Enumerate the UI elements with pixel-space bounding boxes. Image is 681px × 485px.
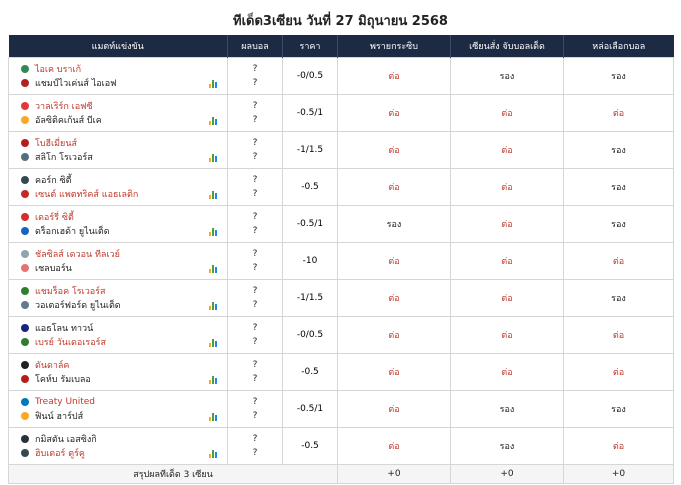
away-score: ? <box>252 78 258 88</box>
away-team-name[interactable]: แชมป์ไวเค่นส์ ไอเอฟ <box>35 79 117 89</box>
table-row[interactable] <box>9 169 674 206</box>
team-badge-icon <box>21 79 29 87</box>
table-row[interactable] <box>9 243 674 280</box>
summary-tipster-3: +0 <box>564 465 674 484</box>
tipster-2-pick: ต่อ <box>451 132 564 169</box>
table-row[interactable] <box>9 58 674 95</box>
team-badge-icon <box>21 116 29 124</box>
odds-cell: -0.5/1 <box>283 391 338 428</box>
score-cell <box>228 428 283 465</box>
odds-cell: -10 <box>283 243 338 280</box>
away-score: ? <box>252 189 258 199</box>
stats-bar-icon[interactable] <box>209 80 217 88</box>
score-cell <box>228 58 283 95</box>
away-score: ? <box>252 337 258 347</box>
match-cell[interactable] <box>9 354 228 391</box>
score-cell <box>228 280 283 317</box>
tipster-1-pick: ต่อ <box>338 428 451 465</box>
odds-cell: -0.5 <box>283 354 338 391</box>
away-team-name[interactable]: โคห์บ รัมเบลอ <box>35 375 91 385</box>
home-team-name[interactable]: วาลเริร์ก เอฟซี <box>35 102 93 112</box>
summary-row <box>9 465 674 484</box>
header-tipster-2: เซียนสั่ง จับบอลเด็ด <box>451 35 564 58</box>
team-badge-icon <box>21 250 29 258</box>
score-cell <box>228 354 283 391</box>
header-odds: ราคา <box>283 35 338 58</box>
team-badge-icon <box>21 301 29 309</box>
team-badge-icon <box>21 375 29 383</box>
stats-bar-icon[interactable] <box>209 413 217 421</box>
away-team-name[interactable]: เชลบอร์น <box>35 264 72 274</box>
team-badge-icon <box>21 449 29 457</box>
match-cell[interactable] <box>9 317 228 354</box>
tipster-2-pick: รอง <box>451 428 564 465</box>
home-score: ? <box>252 397 258 407</box>
away-team-name[interactable]: อัลซิติคเก้นส์ บีเค <box>35 116 102 126</box>
tipster-3-pick: รอง <box>564 169 674 206</box>
table-header <box>9 35 674 58</box>
table-row[interactable] <box>9 428 674 465</box>
odds-cell: -1/1.5 <box>283 132 338 169</box>
match-cell[interactable] <box>9 428 228 465</box>
match-cell[interactable] <box>9 58 228 95</box>
table-row[interactable] <box>9 354 674 391</box>
team-badge-icon <box>21 213 29 221</box>
away-team-name[interactable]: ดร็อกเฮด้า ยูไนเต็ด <box>35 227 110 237</box>
tipster-3-pick: รอง <box>564 206 674 243</box>
away-team-name[interactable]: วอเตอร์ฟอร์ด ยูไนเต็ด <box>35 301 121 311</box>
stats-bar-icon[interactable] <box>209 228 217 236</box>
tipster-1-pick: ต่อ <box>338 169 451 206</box>
stats-bar-icon[interactable] <box>209 450 217 458</box>
tipster-1-pick: ต่อ <box>338 317 451 354</box>
table-row[interactable] <box>9 391 674 428</box>
odds-cell: -0.5 <box>283 169 338 206</box>
team-badge-icon <box>21 264 29 272</box>
stats-bar-icon[interactable] <box>209 265 217 273</box>
match-cell[interactable] <box>9 391 228 428</box>
away-score: ? <box>252 374 258 384</box>
home-score: ? <box>252 212 258 222</box>
tipster-1-pick: ต่อ <box>338 58 451 95</box>
score-cell <box>228 243 283 280</box>
home-score: ? <box>252 64 258 74</box>
score-cell <box>228 391 283 428</box>
table-row[interactable] <box>9 95 674 132</box>
tipster-3-pick: ต่อ <box>564 95 674 132</box>
table-row[interactable] <box>9 132 674 169</box>
match-cell[interactable] <box>9 243 228 280</box>
tipster-1-pick: ต่อ <box>338 280 451 317</box>
header-tipster-1: พรายกระซิบ <box>338 35 451 58</box>
tipster-2-pick: รอง <box>451 391 564 428</box>
tipster-3-pick: ต่อ <box>564 354 674 391</box>
team-badge-icon <box>21 361 29 369</box>
home-score: ? <box>252 323 258 333</box>
match-cell[interactable] <box>9 95 228 132</box>
score-cell <box>228 206 283 243</box>
score-cell <box>228 132 283 169</box>
team-badge-icon <box>21 398 29 406</box>
team-badge-icon <box>21 338 29 346</box>
home-team-name[interactable]: กมิสตัน เอสซิงกิ <box>35 435 97 445</box>
header-score: ผลบอล <box>228 35 283 58</box>
tipster-1-pick: ต่อ <box>338 391 451 428</box>
home-team-name[interactable]: Treaty United <box>35 397 96 407</box>
stats-bar-icon[interactable] <box>209 302 217 310</box>
home-team-name[interactable]: แชมร็อค โรเวอร์ส <box>35 287 106 297</box>
table-row[interactable] <box>9 317 674 354</box>
summary-tipster-2: +0 <box>451 465 564 484</box>
odds-cell: -0.5 <box>283 428 338 465</box>
team-badge-icon <box>21 176 29 184</box>
score-cell <box>228 95 283 132</box>
stats-bar-icon[interactable] <box>209 154 217 162</box>
summary-label: สรุปผลทีเด็ด 3 เซียน <box>9 465 338 484</box>
tipster-2-pick: ต่อ <box>451 317 564 354</box>
stats-bar-icon[interactable] <box>209 191 217 199</box>
tipster-2-pick: ต่อ <box>451 206 564 243</box>
tipster-2-pick: ต่อ <box>451 95 564 132</box>
tipster-1-pick: ต่อ <box>338 95 451 132</box>
home-team-name[interactable]: คอร์ก ซิตี้ <box>35 176 72 186</box>
home-score: ? <box>252 175 258 185</box>
match-cell[interactable] <box>9 280 228 317</box>
team-badge-icon <box>21 412 29 420</box>
tipster-3-pick: รอง <box>564 132 674 169</box>
tipster-1-pick: ต่อ <box>338 354 451 391</box>
away-score: ? <box>252 300 258 310</box>
home-score: ? <box>252 360 258 370</box>
home-team-name[interactable]: ชัลซิลส์ เดวอน ทีลเวย์ <box>35 250 120 260</box>
away-score: ? <box>252 152 258 162</box>
home-team-name[interactable]: โบฮีเมี่ยนส์ <box>35 139 77 149</box>
header-tipster-3: หล่อเลือกบอล <box>564 35 674 58</box>
home-score: ? <box>252 249 258 259</box>
team-badge-icon <box>21 153 29 161</box>
odds-cell: -0.5/1 <box>283 206 338 243</box>
team-badge-icon <box>21 190 29 198</box>
tipster-1-pick: ต่อ <box>338 243 451 280</box>
tips-table <box>8 35 674 484</box>
team-badge-icon <box>21 65 29 73</box>
tipster-2-pick: ต่อ <box>451 354 564 391</box>
home-team-name[interactable]: ดันดาล์ค <box>35 361 70 371</box>
stats-bar-icon[interactable] <box>209 339 217 347</box>
score-cell <box>228 317 283 354</box>
tipster-2-pick: ต่อ <box>451 280 564 317</box>
team-badge-icon <box>21 102 29 110</box>
score-cell <box>228 169 283 206</box>
odds-cell: -0/0.5 <box>283 317 338 354</box>
match-cell[interactable] <box>9 169 228 206</box>
tipster-3-pick: รอง <box>564 280 674 317</box>
tipster-3-pick: รอง <box>564 58 674 95</box>
match-cell[interactable] <box>9 206 228 243</box>
team-badge-icon <box>21 227 29 235</box>
away-score: ? <box>252 411 258 421</box>
tipster-3-pick: ต่อ <box>564 428 674 465</box>
table-row[interactable] <box>9 280 674 317</box>
tipster-3-pick: ต่อ <box>564 317 674 354</box>
home-score: ? <box>252 101 258 111</box>
tipster-2-pick: ต่อ <box>451 243 564 280</box>
tipster-1-pick: รอง <box>338 206 451 243</box>
summary-tipster-1: +0 <box>338 465 451 484</box>
page-title: ทีเด็ด3เซียน วันที่ 27 มิถุนายน 2568 <box>233 14 448 29</box>
team-badge-icon <box>21 139 29 147</box>
away-team-name[interactable]: เซนต์ แพตทริคส์ แอธเลติก <box>35 190 139 200</box>
odds-cell: -0/0.5 <box>283 58 338 95</box>
away-team-name[interactable]: เบรย์ วันเดอเรอร์ส <box>35 338 106 348</box>
tipster-2-pick: ต่อ <box>451 169 564 206</box>
team-badge-icon <box>21 435 29 443</box>
tipster-3-pick: รอง <box>564 391 674 428</box>
stats-bar-icon[interactable] <box>209 117 217 125</box>
home-team-name[interactable]: ไอเค บราเก้ <box>35 65 82 75</box>
stats-bar-icon[interactable] <box>209 376 217 384</box>
home-team-name[interactable]: เดอร์รี่ ซิตี้ <box>35 213 74 223</box>
home-score: ? <box>252 434 258 444</box>
table-row[interactable] <box>9 206 674 243</box>
away-team-name[interactable]: สลิโก โรเวอร์ส <box>35 153 93 163</box>
header-match: แมตท์แข่งขัน <box>9 35 228 58</box>
match-cell[interactable] <box>9 132 228 169</box>
away-team-name[interactable]: ฟินน์ ฮาร์ปส์ <box>35 412 84 422</box>
home-score: ? <box>252 138 258 148</box>
odds-cell: -0.5/1 <box>283 95 338 132</box>
home-team-name[interactable]: แอธโลน ทาวน์ <box>35 324 94 334</box>
team-badge-icon <box>21 287 29 295</box>
away-team-name[interactable]: ฮิบเตอร์ ตูร์คู <box>35 449 85 459</box>
tipster-2-pick: รอง <box>451 58 564 95</box>
away-score: ? <box>252 448 258 458</box>
tipster-1-pick: ต่อ <box>338 132 451 169</box>
team-badge-icon <box>21 324 29 332</box>
tipster-3-pick: ต่อ <box>564 243 674 280</box>
away-score: ? <box>252 115 258 125</box>
home-score: ? <box>252 286 258 296</box>
away-score: ? <box>252 263 258 273</box>
odds-cell: -1/1.5 <box>283 280 338 317</box>
away-score: ? <box>252 226 258 236</box>
